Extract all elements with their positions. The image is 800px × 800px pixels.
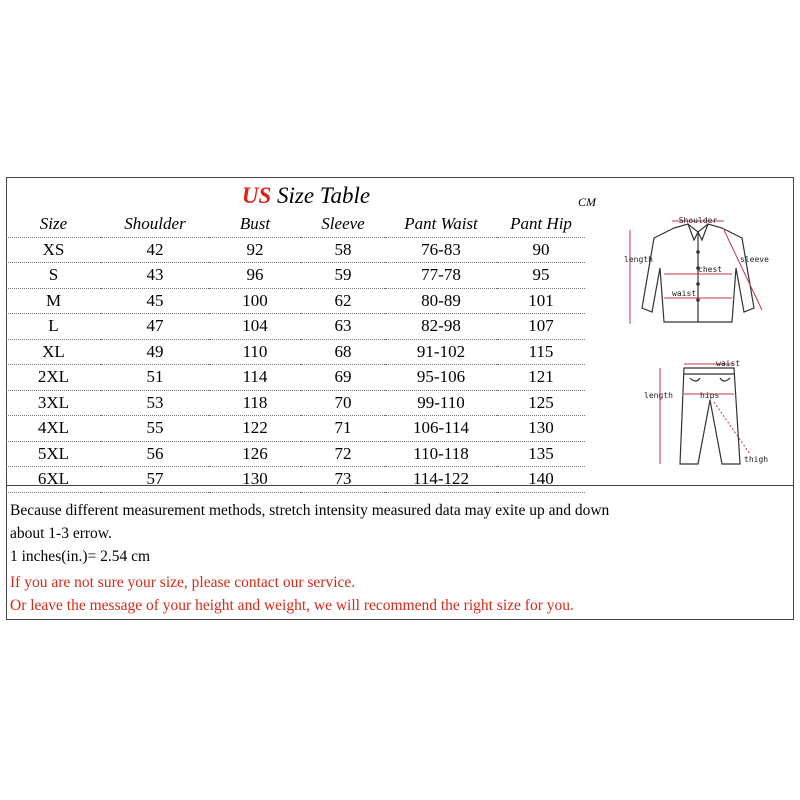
table-cell: 91-102 bbox=[385, 339, 497, 365]
table-cell: 92 bbox=[209, 237, 301, 263]
shirt-waist-label: waist bbox=[672, 289, 697, 298]
note-line-3: 1 inches(in.)= 2.54 cm bbox=[10, 548, 151, 565]
table-cell: 73 bbox=[301, 467, 385, 493]
pants-thigh-label: thigh bbox=[744, 455, 769, 464]
table-cell: 135 bbox=[497, 441, 585, 467]
header-size: Size bbox=[6, 212, 101, 237]
header-bust: Bust bbox=[209, 212, 301, 237]
table-cell: 100 bbox=[209, 288, 301, 314]
table-cell: 82-98 bbox=[385, 314, 497, 340]
table-cell: 49 bbox=[101, 339, 209, 365]
table-cell: 115 bbox=[497, 339, 585, 365]
title-prefix: US bbox=[241, 183, 272, 208]
note-red-2: Or leave the message of your height and weight, we will recommend the right size for you. bbox=[10, 597, 574, 614]
table-cell: 114 bbox=[209, 365, 301, 391]
table-row bbox=[6, 467, 585, 493]
table-cell: M bbox=[6, 288, 101, 314]
table-cell: 95-106 bbox=[385, 365, 497, 391]
table-cell: 62 bbox=[301, 288, 385, 314]
table-cell: 53 bbox=[101, 390, 209, 416]
header-row bbox=[6, 212, 585, 237]
table-cell: 43 bbox=[101, 263, 209, 289]
table-cell: 63 bbox=[301, 314, 385, 340]
shirt-sleeve-label: sleeve bbox=[740, 255, 769, 264]
table-cell: 51 bbox=[101, 365, 209, 391]
table-cell: 45 bbox=[101, 288, 209, 314]
table-cell: 55 bbox=[101, 416, 209, 442]
table-cell: 104 bbox=[209, 314, 301, 340]
table-cell: 96 bbox=[209, 263, 301, 289]
table-row bbox=[6, 365, 585, 391]
table-cell: 125 bbox=[497, 390, 585, 416]
table-cell: 121 bbox=[497, 365, 585, 391]
table-cell: 95 bbox=[497, 263, 585, 289]
note-red-1: If you are not sure your size, please contact our service. bbox=[10, 574, 356, 591]
pants-diagram bbox=[640, 356, 776, 472]
table-row bbox=[6, 390, 585, 416]
table-cell: 6XL bbox=[6, 467, 101, 493]
table-cell: 76-83 bbox=[385, 237, 497, 263]
table-cell: 3XL bbox=[6, 390, 101, 416]
table-cell: 107 bbox=[497, 314, 585, 340]
table-cell: 58 bbox=[301, 237, 385, 263]
table-row bbox=[6, 288, 585, 314]
table-cell: 59 bbox=[301, 263, 385, 289]
table-cell: 68 bbox=[301, 339, 385, 365]
note-line-1: Because different measurement methods, stretch intensity measured data may exite up and down bbox=[10, 502, 610, 519]
table-cell: 80-89 bbox=[385, 288, 497, 314]
shirt-chest-label: chest bbox=[698, 265, 723, 274]
table-cell: 57 bbox=[101, 467, 209, 493]
shirt-diagram bbox=[622, 212, 774, 330]
note-line-2: about 1-3 errow. bbox=[10, 525, 112, 542]
table-cell: 118 bbox=[209, 390, 301, 416]
title-rest: Size Table bbox=[271, 183, 371, 208]
table-cell: 4XL bbox=[6, 416, 101, 442]
table-cell: 56 bbox=[101, 441, 209, 467]
header-pant-hip: Pant Hip bbox=[497, 212, 585, 237]
table-cell: 122 bbox=[209, 416, 301, 442]
table-cell: 101 bbox=[497, 288, 585, 314]
pants-outline-icon bbox=[680, 368, 740, 464]
size-table bbox=[6, 212, 585, 493]
pants-waist-label: waist bbox=[716, 359, 741, 368]
table-row bbox=[6, 314, 585, 340]
table-cell: 110-118 bbox=[385, 441, 497, 467]
table-row bbox=[6, 263, 585, 289]
table-cell: 130 bbox=[497, 416, 585, 442]
table-row bbox=[6, 441, 585, 467]
table-cell: 70 bbox=[301, 390, 385, 416]
table-cell: 72 bbox=[301, 441, 385, 467]
table-row bbox=[6, 416, 585, 442]
table-cell: 126 bbox=[209, 441, 301, 467]
table-cell: 5XL bbox=[6, 441, 101, 467]
table-cell: 90 bbox=[497, 237, 585, 263]
table-cell: XL bbox=[6, 339, 101, 365]
header-shoulder: Shoulder bbox=[101, 212, 209, 237]
table-cell: XS bbox=[6, 237, 101, 263]
unit-label: CM bbox=[578, 195, 596, 209]
table-cell: 42 bbox=[101, 237, 209, 263]
table-cell: 77-78 bbox=[385, 263, 497, 289]
header-pant-waist: Pant Waist bbox=[385, 212, 497, 237]
shirt-length-label: length bbox=[624, 255, 653, 264]
table-cell: 2XL bbox=[6, 365, 101, 391]
pants-length-label: length bbox=[644, 391, 673, 400]
table-cell: 71 bbox=[301, 416, 385, 442]
table-cell: 69 bbox=[301, 365, 385, 391]
header-sleeve: Sleeve bbox=[301, 212, 385, 237]
table-cell: 140 bbox=[497, 467, 585, 493]
table-row bbox=[6, 237, 585, 263]
table-row bbox=[6, 339, 585, 365]
table-cell: L bbox=[6, 314, 101, 340]
table-cell: 130 bbox=[209, 467, 301, 493]
table-cell: 110 bbox=[209, 339, 301, 365]
pants-hips-label: hips bbox=[700, 391, 720, 400]
shirt-shoulder-label: Shoulder bbox=[678, 216, 718, 225]
table-cell: 114-122 bbox=[385, 467, 497, 493]
table-cell: 47 bbox=[101, 314, 209, 340]
table-cell: S bbox=[6, 263, 101, 289]
table-title bbox=[0, 183, 612, 209]
table-cell: 106-114 bbox=[385, 416, 497, 442]
table-cell: 99-110 bbox=[385, 390, 497, 416]
